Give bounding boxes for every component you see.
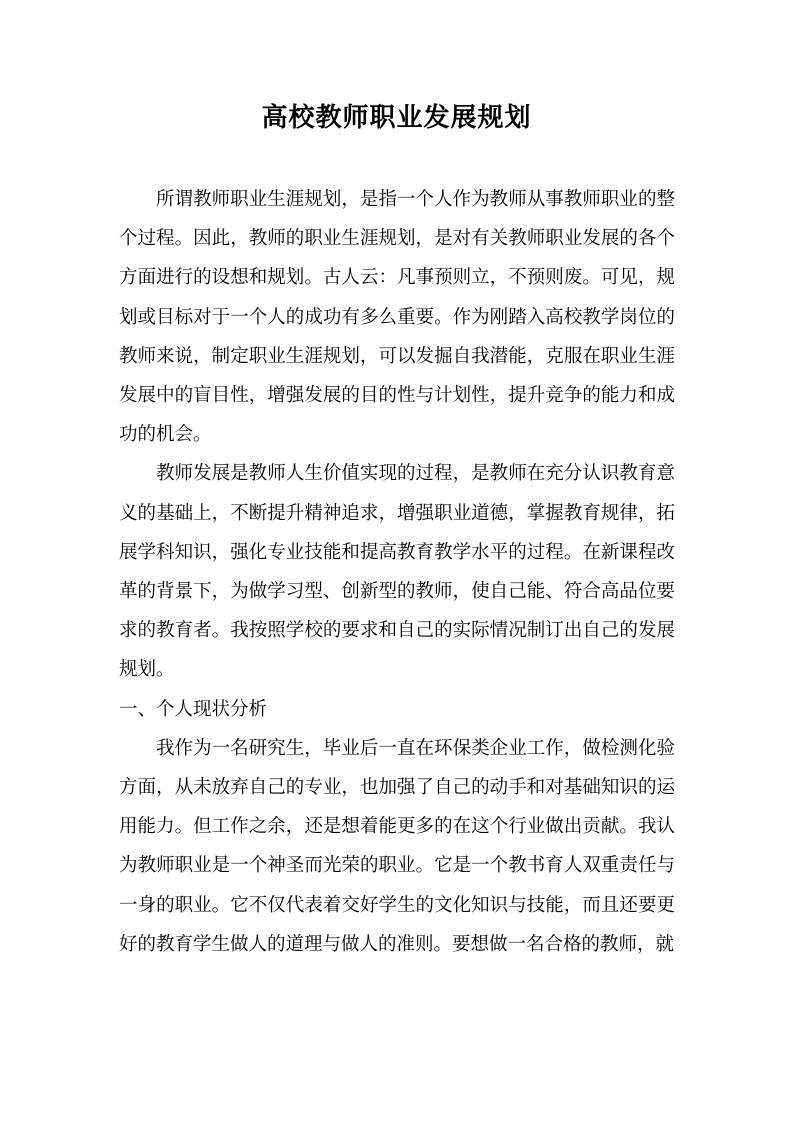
document-body xyxy=(119,180,675,964)
document-title: 高校教师职业发展规划 xyxy=(261,103,532,133)
section-heading-current-situation: 一、个人现状分析 xyxy=(119,698,268,720)
paragraph-personal-situation: 我作为一名研究生，毕业后一直在环保类企业工作，做检测化验方面，从未放弃自己的专业，也加强了自己的动手和对基础知识的运用能力。但工作之余，还是想着能更多的在这个行业做出贡献。我认为教师职业是一个神圣而光荣的职业。它是一个教书育人双重责任与一身的职业。它不仅代表着交好学生的文化知识与技能，而且还要更好的教育学生做人的道理与做人的准则。要想做一名合格的教师，就 xyxy=(119,737,675,955)
paragraph-career-planning-definition: 所谓教师职业生涯规划，是指一个人作为教师从事教师职业的整个过程。因此，教师的职业生涯规划，是对有关教师职业发展的各个方面进行的设想和规划。古人云：凡事预则立，不预则废。可见，规划或目标对于一个人的成功有多么重要。作为刚踏入高校教学岗位的教师来说，制定职业生涯规划，可以发掘自我潜能，克服在职业生涯发展中的盲目性，增强发展的目的性与计划性，提升竞争的能力和成功的机会。 xyxy=(119,189,675,446)
paragraph-teacher-development: 教师发展是教师人生价值实现的过程，是教师在充分认识教育意义的基础上，不断提升精神追求，增强职业道德，掌握教育规律，拓展学科知识，强化专业技能和提高教育教学水平的过程。在新课程改革的背景下，为做学习型、创新型的教师，使自己能、符合高品位要求的教育者。我按照学校的要求和自己的实际情况制订出自己的发展规划。 xyxy=(119,463,675,681)
